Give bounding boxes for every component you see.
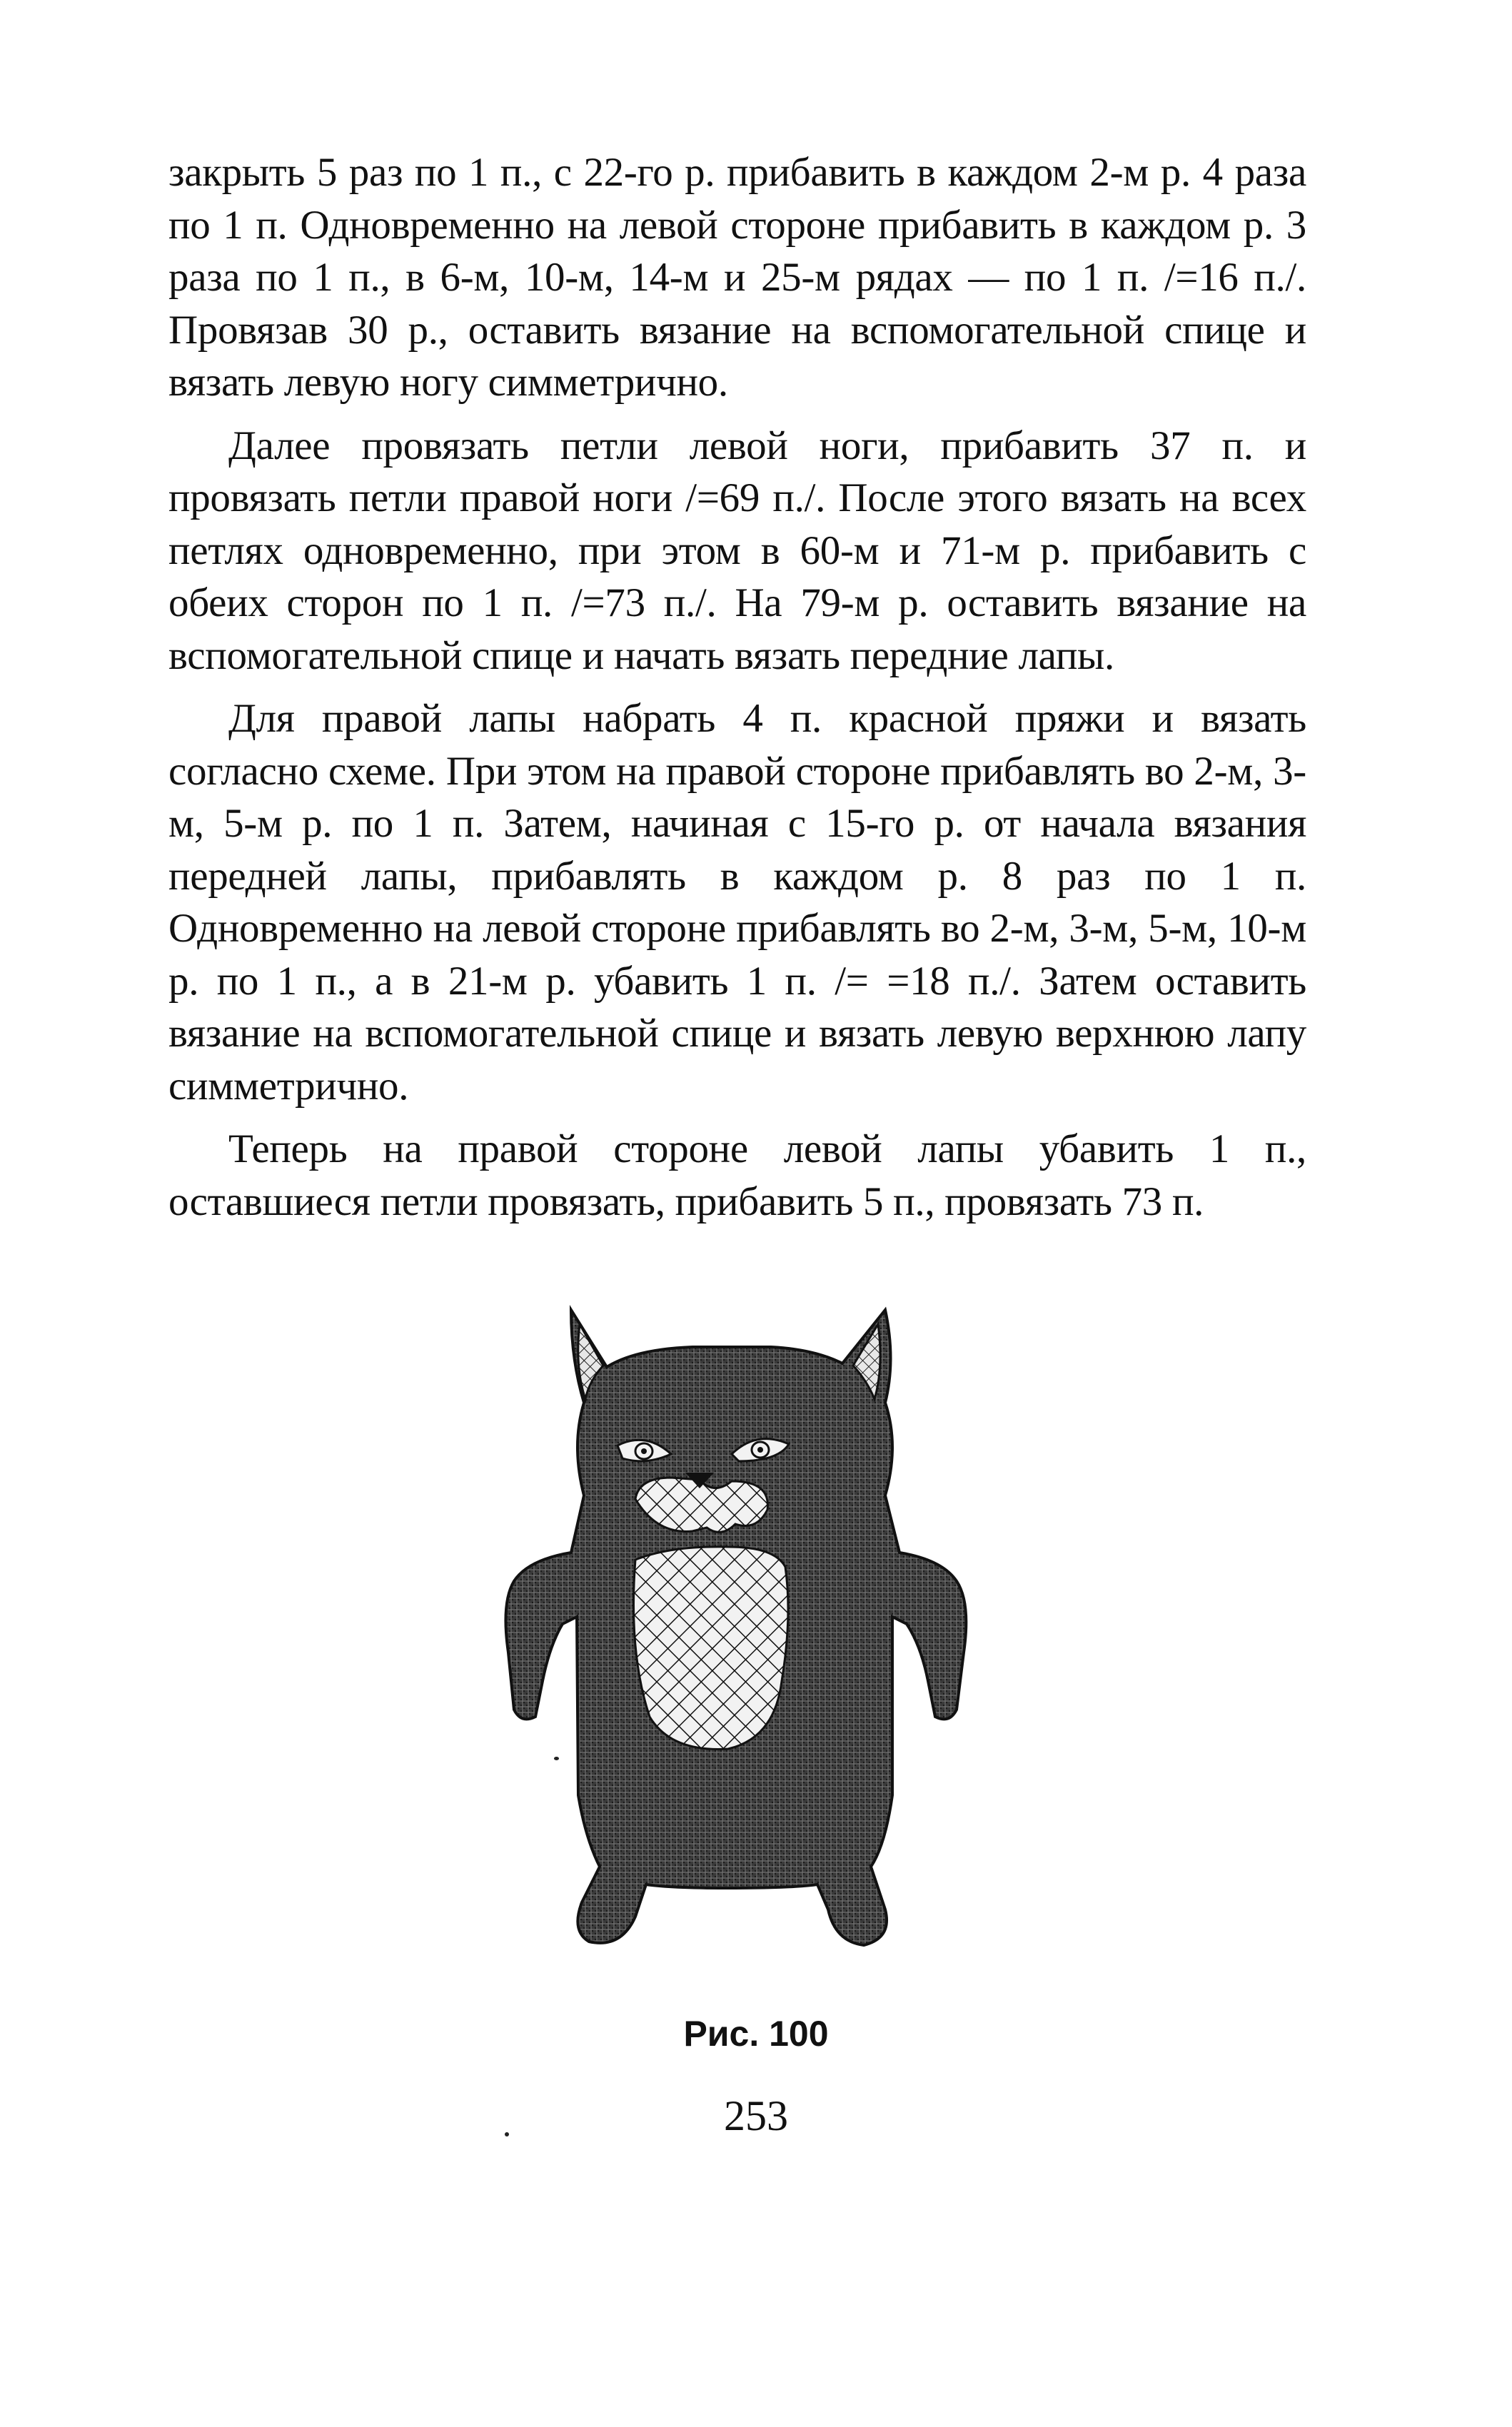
body-text (168, 146, 1306, 1238)
cat-toy-illustration (457, 1281, 985, 1995)
paragraph-3: Для правой лапы набрать 4 п. красной пряжи и вязать согласно схеме. При этом на правой стороне прибавлять во 2-м, 3-м, 5-м р. по 1 п. Затем, начиная с 15-го р. от начала вязания передней лапы, прибавлять в каждом р. 8 раз по 1 п. Одновременно на левой стороне прибавлять во 2-м, 3-м, 5-м, 10-м р. по 1 п., а в 21-м р. убавить 1 п. /= =18 п./. Затем оставить вязание на вспомогательной спице и вязать левую верхнюю лапу симметрично. (168, 696, 1306, 1109)
cat-figure-svg (457, 1281, 985, 1995)
paragraph-1: закрыть 5 раз по 1 п., с 22-го р. прибавить в каждом 2-м р. 4 раза по 1 п. Одновременно на левой стороне прибавить в каждом р. 3 раза по 1 п., в 6-м, 10-м, 14-м и 25-м рядах — по 1 п. /=16 п./. Провязав 30 р., оставить вязание на вспомогательной спице и вязать левую ногу симметрично. (168, 150, 1306, 405)
paragraph-4: Теперь на правой стороне левой лапы убавить 1 п., оставшиеся петли провязать, прибавить 5 п., провязать 73 п. (168, 1126, 1306, 1224)
page-number: 253 (724, 2092, 788, 2139)
print-speck (505, 2132, 509, 2136)
belly-patch (634, 1547, 789, 1750)
figure-caption: Рис. 100 (683, 2014, 829, 2054)
print-speck (554, 1757, 559, 1760)
paragraph-2: Далее провязать петли левой ноги, прибавить 37 п. и провязать петли правой ноги /=69 п./. После этого вязать на всех петлях одновременно, при этом в 60-м и 71-м р. прибавить с обеих сторон по 1 п. /=73 п./. На 79-м р. оставить вязание на вспомогательной спице и начать вязать передние лапы. (168, 423, 1306, 678)
